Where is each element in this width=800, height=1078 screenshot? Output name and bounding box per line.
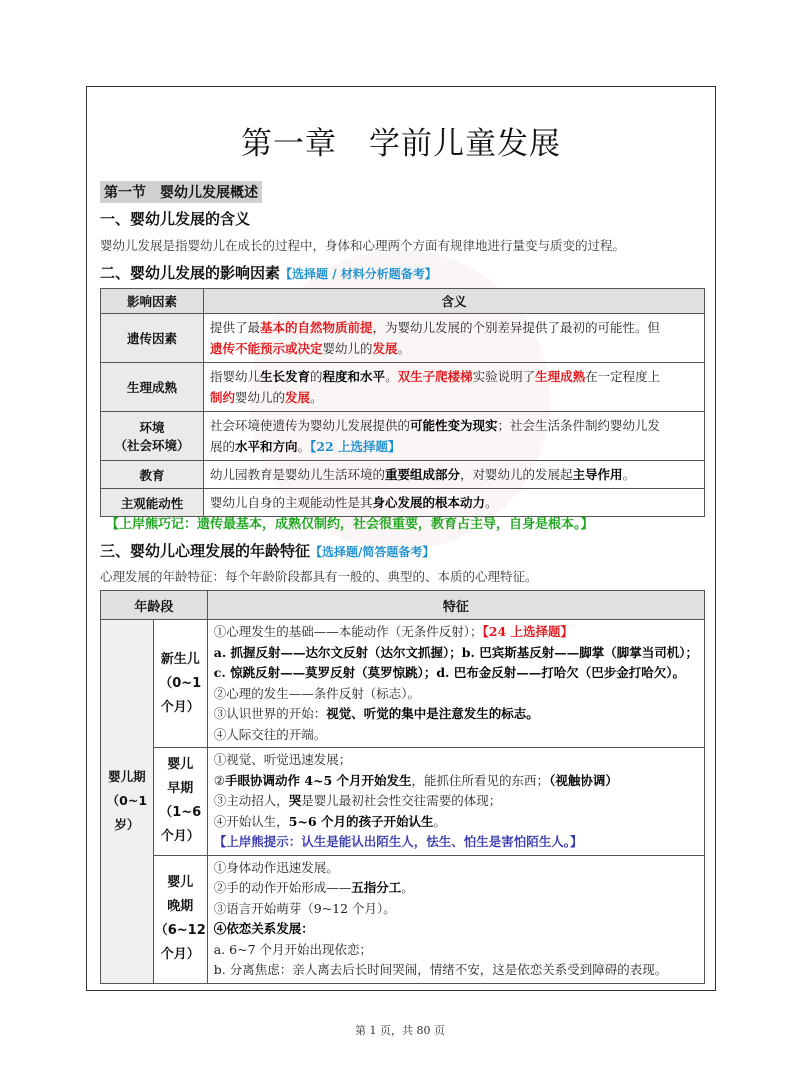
section-heading: 第一节 婴幼儿发展概述 — [100, 181, 262, 203]
mnemonic-note: 【上岸熊巧记：遗传最基本，成熟仅制约，社会很重要，教育占主导，自身是根本。】 — [106, 517, 594, 532]
row-value: 婴幼儿自身的主观能动性是其身心发展的根本动力。 — [204, 489, 705, 517]
row-value: 提供了最基本的自然物质前提，为婴幼儿发展的个别差异提供了最初的可能性。但 遗传不能预示或决定婴幼儿的发展。 — [204, 314, 705, 363]
table-row — [101, 855, 705, 983]
paragraph-3: 心理发展的年龄特征：每个年龄阶段都具有一般的、典型的、本质的心理特征。 — [100, 569, 538, 584]
heading-2: 二、婴幼儿发展的影响因素【选择题 / 材料分析题备考】 — [100, 264, 437, 282]
exam-tag: 【选择题 / 材料分析题备考】 — [280, 267, 437, 281]
early-infancy-label: 婴儿 早期 （1~6 个月） — [153, 748, 207, 856]
page-footer: 第 1 页，共 80 页 — [355, 1024, 445, 1037]
row-key: 环境 （社会环境） — [101, 412, 204, 461]
age-features-table — [100, 590, 705, 984]
table-row — [101, 363, 705, 412]
chapter-title: 第一章 学前儿童发展 — [241, 126, 561, 162]
row-value: 社会环境使遗传为婴幼儿发展提供的可能性变为现实；社会生活条件制约婴幼儿发 展的水平和方向。【22 上选择题】 — [204, 412, 705, 461]
infant-period-label: 婴儿期 （0~1 岁） — [101, 620, 154, 984]
column-header: 年龄段 — [101, 591, 208, 620]
newborn-label: 新生儿 （0~1 个月） — [153, 620, 207, 748]
early-infancy-features: ①视觉、听觉迅速发展； ②手眼协调动作 4~5 个月开始发生，能抓住所看见的东西；（视触协调） ③主动招人，哭是婴儿最初社会性交往需要的体现； ④开始认生，5~6 个月的孩子开始认生。 【上岸熊提示：认生是能认出陌生人，怯生、怕生是害怕陌生人。】 — [207, 748, 704, 856]
paragraph-1: 婴幼儿发展是指婴幼儿在成长的过程中，身体和心理两个方面有规律地进行量变与质变的过程。 — [100, 238, 626, 253]
factors-table — [100, 288, 705, 517]
row-value: 指婴幼儿生长发育的程度和水平。双生子爬楼梯实验说明了生理成熟在一定程度上 制约婴幼儿的发展。 — [204, 363, 705, 412]
row-key: 遗传因素 — [101, 314, 204, 363]
table-row — [101, 748, 705, 856]
table-row — [101, 620, 705, 748]
heading-1: 一、婴幼儿发展的含义 — [100, 210, 251, 228]
newborn-features: ①心理发生的基础——本能动作（无条件反射）；【24 上选择题】 a. 抓握反射——达尔文反射（达尔文抓握）；b. 巴宾斯基反射——脚掌（脚掌当司机）； c. 惊跳反射——莫罗反射（莫罗惊跳）；d. 巴布金反射——打哈欠（巴步金打哈欠）。 ②心理的发生——条件反射（标志）。 ③认识世界的开始：视觉、听觉的集中是注意发生的标志。 ④人际交往的开端。 — [207, 620, 704, 748]
row-key: 教育 — [101, 461, 204, 489]
row-key: 主观能动性 — [101, 489, 204, 517]
row-key: 生理成熟 — [101, 363, 204, 412]
table-row — [101, 461, 705, 489]
late-infancy-features: ①身体动作迅速发展。 ②手的动作开始形成——五指分工。 ③语言开始萌芽（9~12 个月）。 ④依恋关系发展： a. 6~7 个月开始出现依恋； b. 分离焦虑：亲人离去后长时间哭闹，情绪不安，这是依恋关系受到障碍的表现。 — [207, 855, 704, 983]
column-header: 特征 — [207, 591, 704, 620]
row-value: 幼儿园教育是婴幼儿生活环境的重要组成部分，对婴幼儿的发展起主导作用。 — [204, 461, 705, 489]
column-header: 含义 — [204, 289, 705, 314]
heading-3: 三、婴幼儿心理发展的年龄特征【选择题/简答题备考】 — [100, 542, 435, 560]
table-row — [101, 314, 705, 363]
table-row — [101, 412, 705, 461]
late-infancy-label: 婴儿 晚期 （6~12 个月） — [153, 855, 207, 983]
exam-tag: 【选择题/简答题备考】 — [310, 545, 435, 559]
column-header: 影响因素 — [101, 289, 204, 314]
